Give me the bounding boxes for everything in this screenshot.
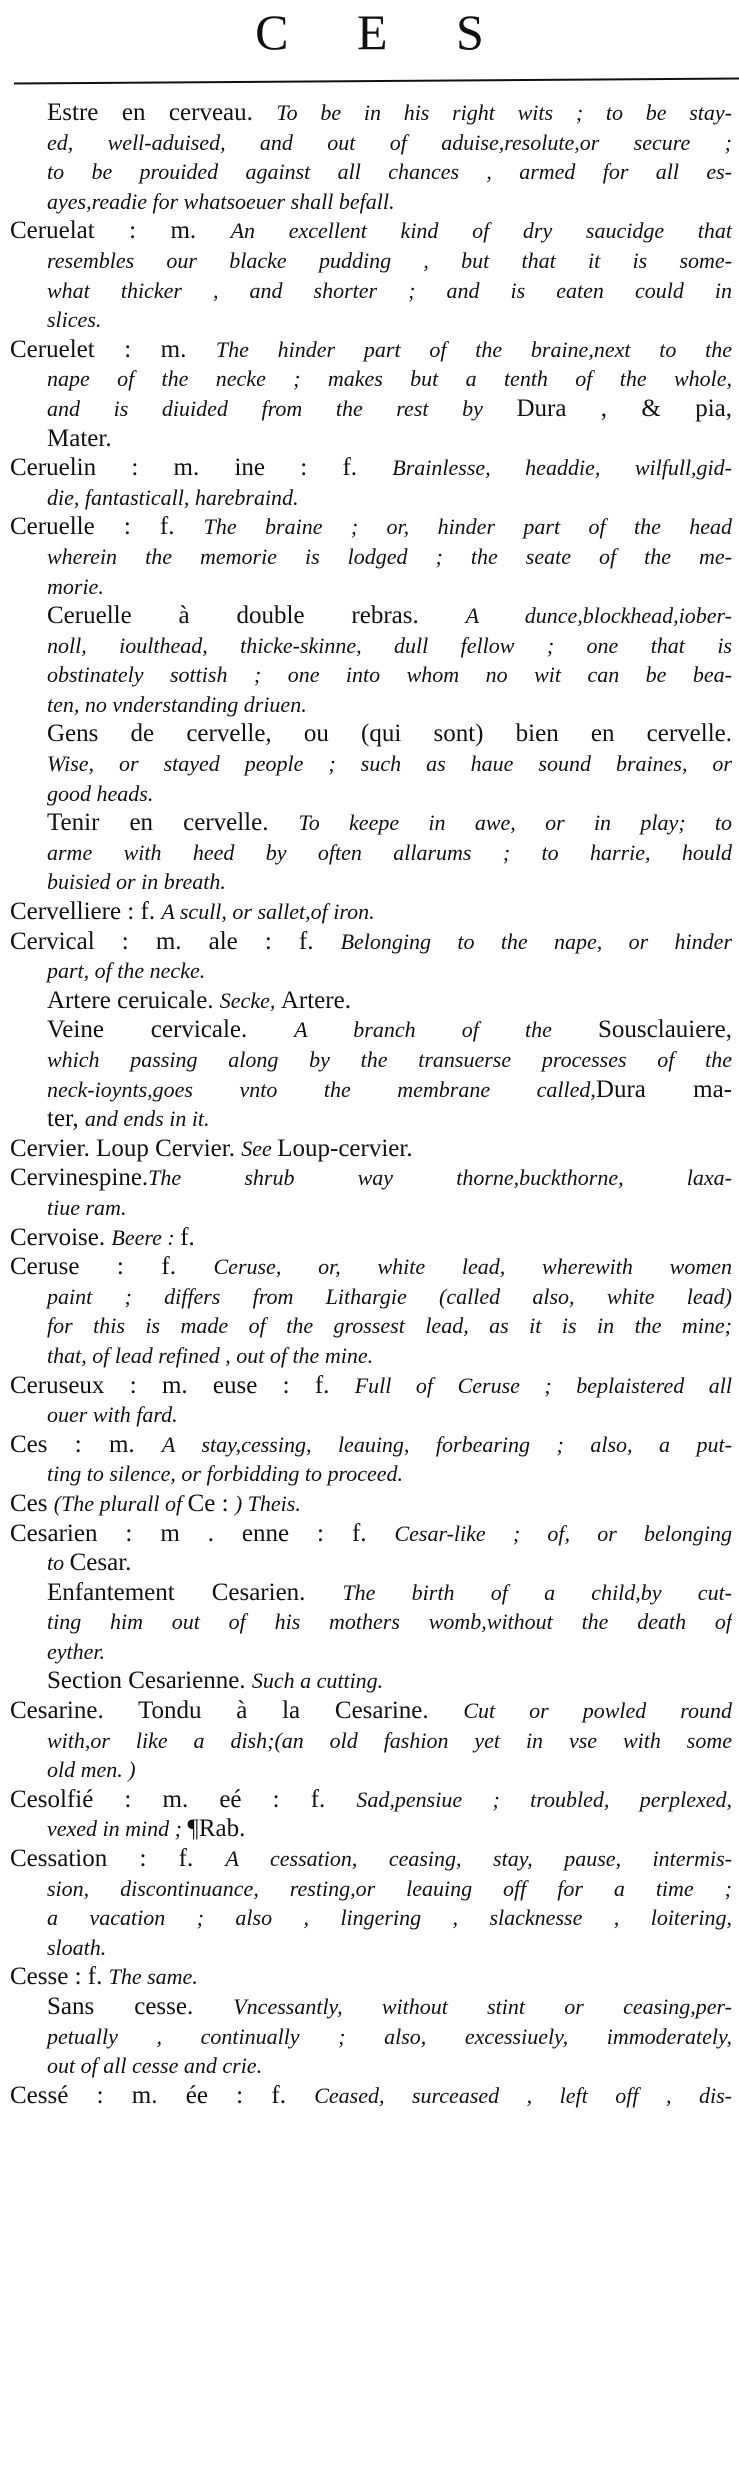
english-gloss: to be prouided against all chances , armed for all es- [47,159,732,185]
continuation-line [10,1282,732,1312]
entry-headword-line [10,897,732,927]
french-term: Cervelliere : f. [10,898,162,926]
english-gloss: which passing along by the transuerse processes of the [47,1047,732,1072]
entry-headword-line [10,1223,732,1253]
french-term: Veine cervicale. [47,1016,295,1044]
english-gloss: part, of the necke. [47,958,206,984]
english-gloss: Vncessantly, without stint or ceasing,per- [233,1994,732,2019]
english-gloss: petually , continually ; also, excessiuely, immoderately, [47,2023,732,2049]
continuation-line [10,779,732,809]
english-gloss: slices. [47,307,102,333]
english-gloss: neck-ioynts,goes vnto the membrane called, [47,1076,596,1102]
subentry-line [10,1666,732,1696]
english-gloss: A dunce,blockhead,iober- [465,603,732,629]
continuation-line [10,1075,732,1105]
continuation-line [10,157,732,187]
entry-headword-line [10,1430,732,1460]
english-gloss: ed, well-aduised, and out of aduise,resolute,or secure ; [47,129,732,155]
subentry-line [10,1992,732,2022]
english-gloss: To keepe in awe, or in play; to [298,810,732,836]
continuation-line [10,187,732,217]
continuation-line [10,572,732,602]
english-gloss: sloath. [47,1934,107,1960]
french-term: Gens de cervelle, ou (qui sont) bien en cervelle. [47,720,732,748]
continuation-line [10,305,732,335]
french-term: ¶Rab. [187,1815,246,1843]
french-term: Cesarien : m . enne : f. [10,1519,395,1547]
continuation-line [10,1045,732,1075]
english-gloss: and ends in it. [84,1106,210,1132]
entry-headword-line [10,216,732,246]
english-gloss: A scull, or sallet,of iron. [161,899,375,925]
english-gloss: An excellent kind of dry saucidge that [230,218,732,244]
english-gloss: ten, no vnderstanding driuen. [47,691,307,717]
french-term: Loup-cervier. [277,1134,413,1162]
continuation-line [10,1193,732,1223]
english-gloss: arme with heed by often allarums ; to harrie, hould [47,839,732,865]
continuation-line [10,1400,732,1430]
entry-headword-line [10,512,732,542]
english-gloss: Cesar-like ; of, or belonging [394,1520,732,1546]
english-gloss: Cut or powled round [463,1698,732,1724]
french-term: Ceruelin : m. ine : f. [10,454,393,482]
continuation-line [10,424,732,454]
english-gloss: good heads. [47,780,154,806]
english-gloss: Beere : [111,1224,181,1250]
french-term: Ceruelle à double rebras. [47,602,466,630]
english-gloss: tiue ram. [47,1194,127,1220]
continuation-line [10,1814,732,1844]
english-gloss: A stay,cessing, leauing, forbearing ; also, a put- [161,1431,732,1457]
english-gloss: (The plurall of [53,1490,188,1516]
entry-headword-line [10,1163,732,1193]
english-gloss: Belonging to the nape, or hinder [340,928,732,954]
continuation-line [10,364,732,394]
entry-headword-line [10,1962,732,1992]
english-gloss: obstinately sottish ; one into whom no wit can be bea- [47,662,732,688]
english-gloss: Brainlesse, headdie, wilfull,gid- [392,455,732,481]
continuation-line [10,128,732,158]
french-term: Cesar. [69,1549,132,1577]
french-term: Ces : m. [10,1430,162,1458]
entry-headword-line [10,1785,732,1815]
english-gloss: To be in his right wits ; to be stay- [276,100,732,125]
french-term: Tenir en cervelle. [47,809,299,837]
continuation-line [10,2022,732,2052]
english-gloss: out of all cesse and crie. [47,2053,263,2079]
english-gloss: resembles our blacke pudding , but that it is some- [47,247,732,273]
english-gloss: Ceased, surceased , left off , dis- [314,2082,732,2108]
continuation-line [10,1755,732,1785]
french-term: ter, [47,1105,85,1133]
continuation-line [10,246,732,276]
french-term: Ceruseux : m. euse : f. [10,1371,355,1399]
english-gloss: A branch of the [294,1017,599,1043]
subentry-line [10,1015,732,1045]
subentry-line [10,808,732,838]
french-term: Enfantement Cesarien. [47,1578,343,1606]
continuation-line [10,276,732,306]
entry-headword-line [10,453,732,483]
continuation-line [10,1459,732,1489]
french-term: Cessation : f. [10,1845,226,1873]
english-gloss: old men. ) [47,1757,136,1783]
header-rule [14,77,739,84]
english-gloss: that, of lead refined , out of the mine. [47,1342,374,1368]
continuation-line [10,1637,732,1667]
french-term: Ces [10,1489,54,1517]
continuation-line [10,1311,732,1341]
entry-headword-line [10,2081,732,2111]
continuation-line [10,1548,732,1578]
french-term: Cervinespine. [10,1164,149,1192]
french-term: Ceruse : f. [10,1253,214,1281]
english-gloss: eyther. [47,1638,106,1664]
subentry-line [10,986,732,1016]
english-gloss: vexed in mind ; [47,1816,188,1842]
french-term: Dura ma- [595,1075,732,1103]
english-gloss: A cessation, ceasing, stay, pause, intermis- [225,1846,732,1872]
continuation-line [10,690,732,720]
subentry-line [10,98,732,128]
english-gloss: paint ; differs from Lithargie (called also, white lead) [47,1283,732,1309]
english-gloss: nape of the necke ; makes but a tenth of the whole, [47,366,732,392]
english-gloss: ayes,readie for whatsoeuer shall befall. [47,188,395,214]
continuation-line [10,631,732,661]
english-gloss: sion, discontinuance, resting,or leauing off for a time ; [47,1875,732,1901]
continuation-line [10,749,732,779]
english-gloss: noll, ioulthead, thicke-skinne, dull fellow ; one that is [47,632,732,658]
english-gloss: what thicker , and shorter ; and is eaten could in [47,277,732,303]
english-gloss: ouer with fard. [47,1402,178,1428]
continuation-line [10,1607,732,1637]
continuation-line [10,394,732,424]
french-term: Cesse : f. [10,1963,109,1991]
entry-headword-line [10,1252,732,1282]
french-term: Cervical : m. ale : f. [10,927,341,955]
english-gloss: to [47,1550,70,1576]
english-gloss: die, fantasticall, harebraind. [47,484,299,510]
english-gloss: The braine ; or, hinder part of the head [203,514,732,540]
english-gloss: Wise, or stayed people ; such as haue sound braines, or [47,751,732,777]
entry-headword-line [10,1371,732,1401]
french-term: Sousclauiere, [598,1016,732,1044]
french-term: Cervier. Loup Cervier. [10,1134,242,1162]
entry-headword-line [10,927,732,957]
french-term: Mater. [47,424,112,452]
continuation-line [10,1874,732,1904]
subentry-line [10,1578,732,1608]
entry-headword-line [10,1134,732,1164]
subentry-line [10,719,732,749]
continuation-line [10,838,732,868]
continuation-line [10,542,732,572]
english-gloss: for this is made of the grossest lead, as it is in the mine; [47,1313,732,1339]
entry-headword-line [10,335,732,365]
entry-headword-line [10,1696,732,1726]
french-term: Dura , & pia, [516,394,732,422]
english-gloss: ) Theis. [234,1490,301,1516]
french-term: Ce : [187,1489,235,1517]
french-term: Artere. [280,986,351,1014]
french-term: Cervoise. [10,1223,112,1251]
french-term: Ceruelet : m. [10,335,216,363]
french-term: Estre en cerveau. [47,99,277,126]
continuation-line [10,2051,732,2081]
english-gloss: wherein the memorie is lodged ; the seate of the me- [47,543,732,569]
english-gloss: and is diuided from the rest by [47,395,517,421]
continuation-line [10,1903,732,1933]
english-gloss: Full of Ceruse ; beplaistered all [354,1372,732,1398]
english-gloss: The shrub way thorne,buckthorne, laxa- [148,1165,732,1191]
english-gloss: The same. [108,1964,198,1990]
continuation-line [10,1104,732,1134]
english-gloss: See [241,1135,278,1161]
continuation-line [10,1341,732,1371]
english-gloss: morie. [47,573,104,599]
english-gloss: ting to silence, or forbidding to proceed. [47,1461,404,1487]
english-gloss: The hinder part of the braine,next to the [215,336,732,362]
english-gloss: Ceruse, or, white lead, wherewith women [213,1254,732,1280]
entry-headword-line [10,1489,732,1519]
french-term: Ceruelat : m. [10,217,231,245]
english-gloss: ting him out of his mothers womb,without the death of [47,1609,732,1635]
entry-headword-line [10,1519,732,1549]
continuation-line [10,956,732,986]
entry-headword-line [10,1844,732,1874]
french-term: Section Cesarienne. [47,1667,252,1695]
continuation-line [10,483,732,513]
english-gloss: Secke, [219,987,281,1013]
continuation-line [10,1726,732,1756]
french-term: Cesarine. Tondu à la Cesarine. [10,1697,464,1725]
continuation-line [10,1933,732,1963]
page-header: C E S [255,4,512,60]
english-gloss: Such a cutting. [251,1668,384,1694]
french-term: Cesolfié : m. eé : f. [10,1785,357,1813]
subentry-line [10,601,732,631]
english-gloss: buisied or in breath. [47,869,226,895]
continuation-line [10,867,732,897]
french-term: Ceruelle : f. [10,513,204,541]
french-term: f. [180,1223,195,1251]
english-gloss: The birth of a child,by cut- [342,1579,732,1605]
french-term: Artere ceruicale. [47,986,220,1014]
dictionary-text [10,98,732,2110]
continuation-line [10,660,732,690]
english-gloss: with,or like a dish;(an old fashion yet in vse with some [47,1727,732,1753]
english-gloss: Sad,pensiue ; troubled, perplexed, [356,1786,732,1812]
english-gloss: a vacation ; also , lingering , slacknesse , loitering, [47,1905,732,1931]
french-term: Cessé : m. ée : f. [10,2081,315,2109]
french-term: Sans cesse. [47,1993,234,2020]
